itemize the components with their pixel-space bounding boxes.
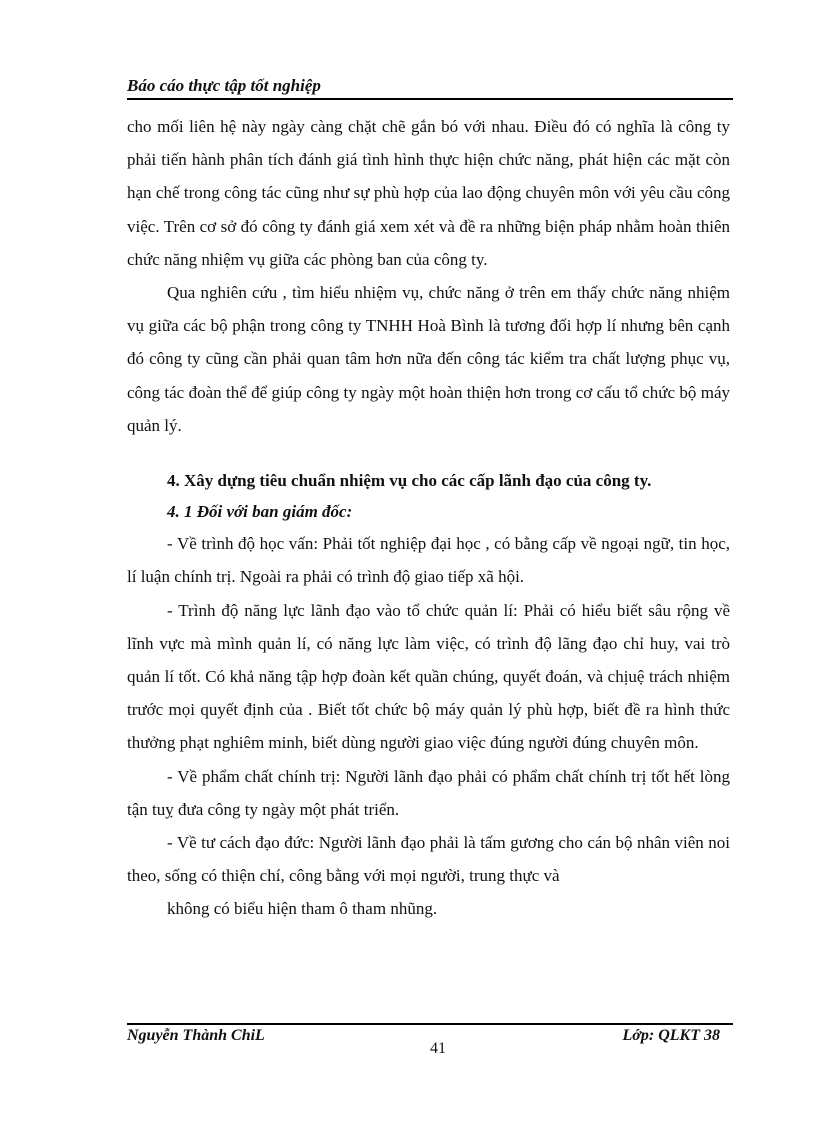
footer-author: Nguyễn Thành ChiL <box>127 1027 265 1044</box>
paragraph-1: cho mối liên hệ này ngày càng chặt chẽ gắn bó với nhau. Điều đó có nghĩa là công ty phải tiến hành phân tích đánh giá tình hình thực hiện chức năng, phát hiện các mặt còn hạn chế trong công tác cũng như sự phù hợp của lao động chuyên môn với yêu cầu công việc. Trên cơ sở đó công ty đánh giá xem xét và đề ra những biện pháp nhằm hoàn thiên chức năng nhiệm vụ giữa các phòng ban của công ty. <box>127 117 730 269</box>
paragraph-political: - Về phẩm chất chính trị: Người lãnh đạo phải có phẩm chất chính trị tốt hết lòng tận tuỵ đưa công ty ngày một phát triển. <box>127 766 730 819</box>
document-header-title: Báo cáo thực tập tốt nghiệp <box>127 76 321 95</box>
paragraph-leadership: - Trình độ năng lực lãnh đạo vào tổ chức quản lí: Phải có hiểu biết sâu rộng về lĩnh vực mà mình quản lí, có năng lực làm việc, có trình độ lãng đạo chỉ huy, vai trò quản lí tốt. Có khả năng tập hợp đoàn kết quần chúng, quyết đoán, và chịuệ trách nhiệm trước mọi quyết định của . Biết tốt chức bộ máy quản lý phù hợp, biết đề ra hình thức thưởng phạt nghiêm minh, biết dùng người giao việc đúng người đúng chuyên môn. <box>127 600 730 753</box>
paragraph-ethics-last-line: không có biểu hiện tham ô tham nhũng. <box>167 899 438 919</box>
section-gap <box>127 442 730 464</box>
subsection-heading-4-1: 4. 1 Đối với ban giám đốc: <box>167 502 353 522</box>
page-number: 41 <box>430 1040 446 1057</box>
page-body <box>127 110 730 926</box>
paragraph-education: - Về trình độ học vấn: Phải tốt nghiệp đại học , có bằng cấp về ngoại ngữ, tin học, lí luận chính trị. Ngoài ra phải có trình độ giao tiếp xã hội. <box>127 534 730 587</box>
footer-class-label: Lớp: QLKT 38 <box>622 1027 720 1044</box>
footer-divider <box>127 1023 733 1025</box>
paragraph-ethics: - Về tư cách đạo đức: Người lãnh đạo phải là tấm gương cho cán bộ nhân viên noi theo, sống có thiện chí, công bằng với mọi người, trung thực và <box>127 833 730 886</box>
section-heading-4: 4. Xây dựng tiêu chuẩn nhiệm vụ cho các cấp lãnh đạo của công ty. <box>167 471 652 491</box>
header-divider <box>127 98 733 100</box>
paragraph-2: Qua nghiên cứu , tìm hiểu nhiệm vụ, chức năng ở trên em thấy chức năng nhiệm vụ giữa các bộ phận trong công ty TNHH Hoà Bình là tương đối hợp lí nhưng bên cạnh đó công ty cũng cần phải quan tâm hơn nữa đến công tác kiểm tra chất lượng phục vụ, công tác đoàn thể để giúp công ty ngày một hoàn thiện hơn trong cơ cấu tổ chức bộ máy quản lý. <box>127 283 730 435</box>
